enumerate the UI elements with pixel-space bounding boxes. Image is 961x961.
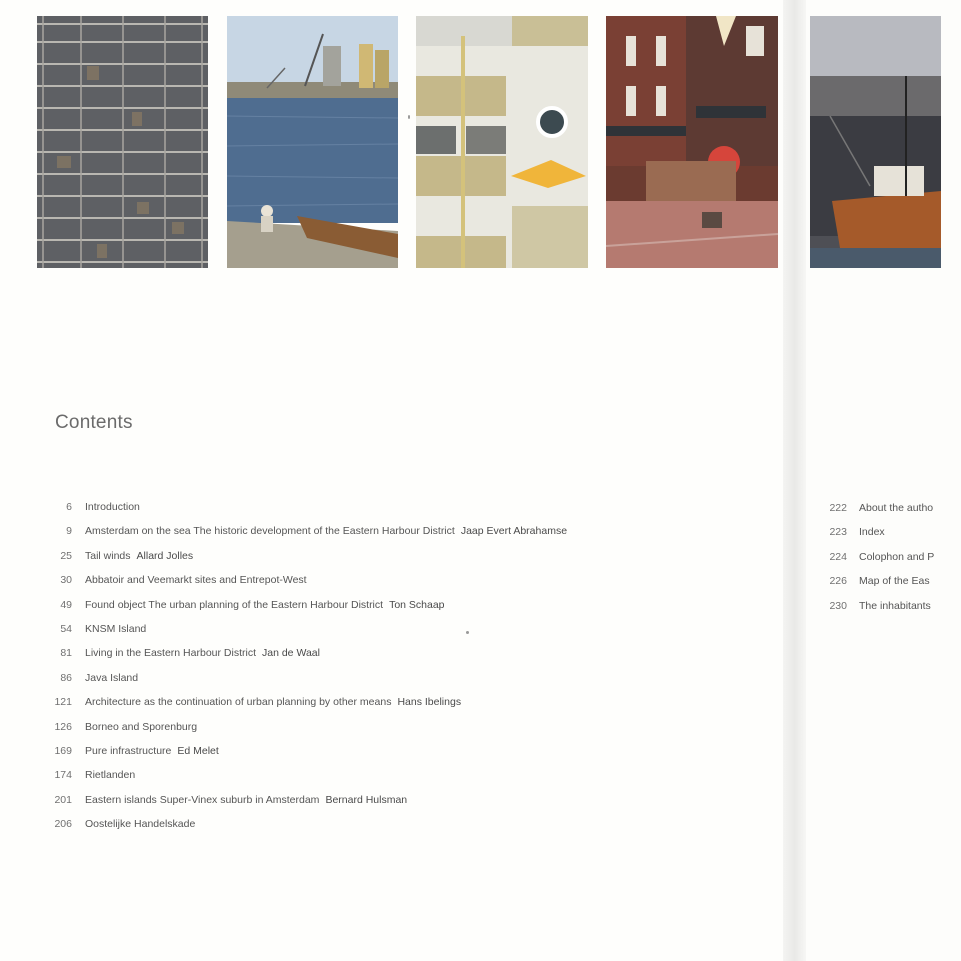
toc-entry (40, 694, 760, 718)
toc-title: Java Island (85, 671, 139, 684)
toc-entry (820, 500, 961, 524)
toc-title: Amsterdam on the sea The historic development of the Eastern Harbour District (85, 525, 455, 538)
toc-page-number: 25 (60, 549, 72, 562)
toc-author: Jaap Evert Abrahamse (460, 525, 568, 538)
toc-page-number: 222 (829, 502, 847, 514)
toc-title: Borneo and Sporenburg (85, 720, 198, 733)
photo-apartment-facade (37, 16, 208, 268)
toc-page-number: 223 (829, 526, 847, 539)
toc-page-number: 226 (829, 575, 847, 588)
toc-list-left (40, 499, 760, 840)
toc-page-number: 230 (829, 599, 847, 612)
toc-title: Colophon and P (859, 550, 935, 563)
toc-title: The inhabitants (859, 599, 931, 612)
toc-page-number: 206 (54, 818, 72, 831)
toc-entry (40, 719, 760, 743)
toc-entry (40, 743, 760, 767)
toc-entry (40, 792, 760, 816)
toc-entry (40, 499, 760, 523)
photo-harbour-water (227, 16, 398, 268)
toc-entry (40, 572, 760, 596)
toc-author: Ton Schaap (389, 598, 445, 611)
toc-entry (820, 549, 961, 573)
toc-page-number: 86 (60, 671, 72, 684)
toc-page-number: 30 (60, 574, 72, 587)
photo-brick-houses (606, 16, 778, 268)
toc-page-number: 54 (60, 622, 72, 635)
toc-entry (820, 598, 961, 622)
toc-title: Found object The urban planning of the Eastern Harbour District (85, 598, 384, 611)
toc-author: Allard Jolles (136, 549, 194, 562)
toc-entry (40, 670, 760, 694)
photo-boat-harbour (810, 16, 941, 268)
toc-title: Abbatoir and Veemarkt sites and Entrepot-West (85, 574, 307, 587)
toc-title: Introduction (85, 501, 140, 513)
toc-title: Index (859, 526, 885, 539)
toc-page-number: 174 (54, 769, 72, 782)
photo-apartment-balconies (416, 16, 588, 268)
paper-speck (408, 115, 410, 119)
contents-heading: Contents (55, 412, 133, 433)
toc-title: Living in the Eastern Harbour District (85, 647, 256, 660)
toc-title: Pure infrastructure (85, 744, 172, 757)
toc-author: Jan de Waal (262, 647, 320, 660)
toc-title: Oostelijke Handelskade (85, 818, 196, 831)
toc-page-number: 49 (60, 598, 72, 611)
toc-entry (40, 645, 760, 669)
toc-author: Hans Ibelings (397, 696, 462, 709)
toc-title: Eastern islands Super-Vinex suburb in Amsterdam (85, 793, 320, 806)
toc-page-number: 224 (829, 550, 847, 563)
toc-list-right (820, 500, 961, 622)
toc-page-number: 169 (54, 744, 72, 757)
toc-title: About the autho (859, 502, 934, 514)
toc-entry (820, 573, 961, 597)
paper-speck (466, 631, 469, 634)
toc-page-number: 121 (54, 696, 72, 709)
toc-title: KNSM Island (85, 622, 147, 635)
toc-entry (40, 597, 760, 621)
toc-page-number: 9 (66, 525, 72, 538)
toc-entry (40, 621, 760, 645)
toc-entry (40, 548, 760, 572)
toc-title: Map of the Eas (859, 575, 930, 588)
toc-title: Tail winds (85, 549, 131, 562)
toc-entry (820, 524, 961, 548)
toc-page-number: 81 (60, 647, 72, 660)
toc-title: Architecture as the continuation of urban planning by other means (85, 696, 392, 709)
toc-page-number: 126 (54, 720, 72, 733)
toc-page-number: 201 (54, 793, 72, 806)
toc-author: Ed Melet (177, 744, 219, 757)
toc-entry (40, 767, 760, 791)
toc-entry (40, 816, 760, 840)
toc-entry (40, 523, 760, 547)
toc-title: Rietlanden (85, 769, 136, 782)
toc-page-number: 6 (66, 501, 72, 513)
toc-author: Bernard Hulsman (325, 793, 408, 806)
